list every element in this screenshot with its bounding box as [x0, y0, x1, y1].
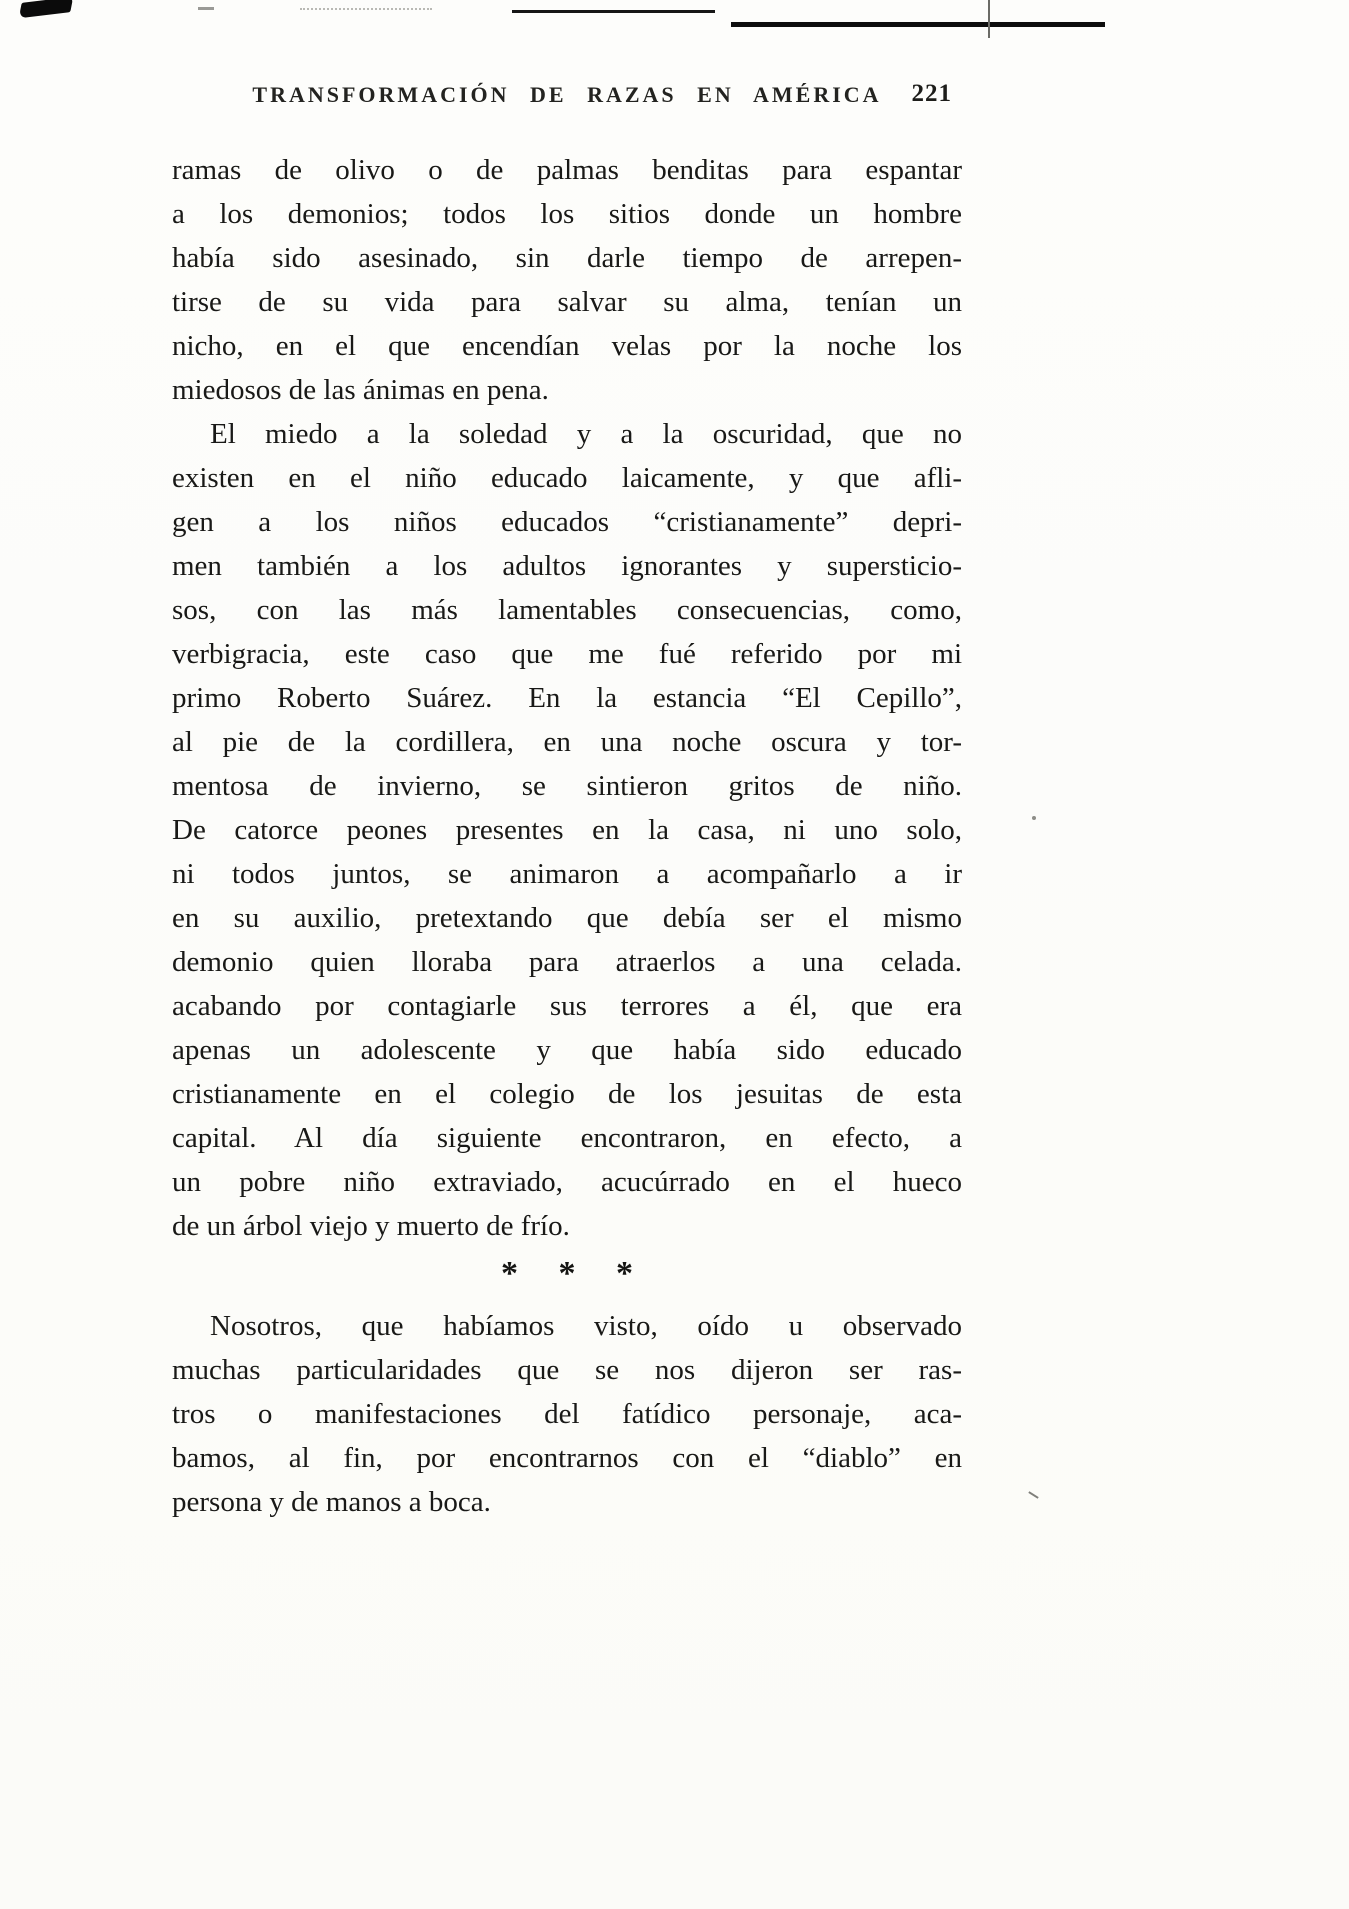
right-vertical-rule — [988, 0, 990, 38]
text-line: capital. Al día siguiente encontraron, en efecto, a — [172, 1122, 962, 1154]
paragraph — [172, 1304, 962, 1524]
top-rule-long — [731, 22, 1105, 27]
ink-blot-artifact — [19, 0, 74, 18]
text-line: muchas particularidades que se nos dijeron ser ras- — [172, 1354, 962, 1386]
text-line: de un árbol viejo y muerto de frío. — [172, 1210, 570, 1242]
text-line: demonio quien lloraba para atraerlos a una celada. — [172, 946, 962, 978]
paragraph — [172, 412, 962, 1248]
text-line: primo Roberto Suárez. En la estancia “El Cepillo”, — [172, 682, 962, 714]
text-line: persona y de manos a boca. — [172, 1486, 491, 1518]
text-line: a los demonios; todos los sitios donde un hombre — [172, 198, 962, 230]
text-line: existen en el niño educado laicamente, y que afli- — [172, 462, 962, 494]
text-line: un pobre niño extraviado, acucúrrado en el hueco — [172, 1166, 962, 1198]
margin-tick-artifact — [1028, 1491, 1038, 1499]
text-line: men también a los adultos ignorantes y supersticio- — [172, 550, 962, 582]
text-line: al pie de la cordillera, en una noche oscura y tor- — [172, 726, 962, 758]
scan-dash-artifact — [198, 7, 214, 10]
text-line: ramas de olivo o de palmas benditas para espantar — [172, 154, 962, 186]
paragraph — [172, 148, 962, 412]
section-separator: * * * — [501, 1255, 649, 1292]
running-header — [172, 82, 962, 116]
text-line: cristianamente en el colegio de los jesuitas de esta — [172, 1078, 962, 1110]
text-line: había sido asesinado, sin darle tiempo de arrepen- — [172, 242, 962, 274]
text-line: verbigracia, este caso que me fué referido por mi — [172, 638, 962, 670]
scan-dotted-artifact — [300, 8, 432, 10]
text-line: en su auxilio, pretextando que debía ser el mismo — [172, 902, 962, 934]
text-line: ni todos juntos, se animaron a acompañarlo a ir — [172, 858, 962, 890]
text-line: El miedo a la soledad y a la oscuridad, que no — [210, 418, 962, 450]
text-line: nicho, en el que encendían velas por la noche los — [172, 330, 962, 362]
page-body — [172, 148, 962, 1524]
text-line: miedosos de las ánimas en pena. — [172, 374, 549, 406]
text-line: tirse de su vida para salvar su alma, tenían un — [172, 286, 962, 318]
top-rule-short — [512, 10, 715, 13]
text-line: De catorce peones presentes en la casa, ni uno solo, — [172, 814, 962, 846]
text-line: mentosa de invierno, se sintieron gritos de niño. — [172, 770, 962, 802]
text-line: Nosotros, que habíamos visto, oído u observado — [210, 1310, 962, 1342]
text-line: acabando por contagiarle sus terrores a él, que era — [172, 990, 962, 1022]
text-line: apenas un adolescente y que había sido educado — [172, 1034, 962, 1066]
margin-dot-artifact — [1032, 816, 1036, 820]
page-number: 221 — [911, 80, 952, 107]
chapter-title: TRANSFORMACIÓN DE RAZAS EN AMÉRICA — [252, 82, 882, 107]
text-line: gen a los niños educados “cristianamente” depri- — [172, 506, 962, 538]
text-line: bamos, al fin, por encontrarnos con el “diablo” en — [172, 1442, 962, 1474]
text-line: sos, con las más lamentables consecuencias, como, — [172, 594, 962, 626]
text-line: tros o manifestaciones del fatídico personaje, aca- — [172, 1398, 962, 1430]
